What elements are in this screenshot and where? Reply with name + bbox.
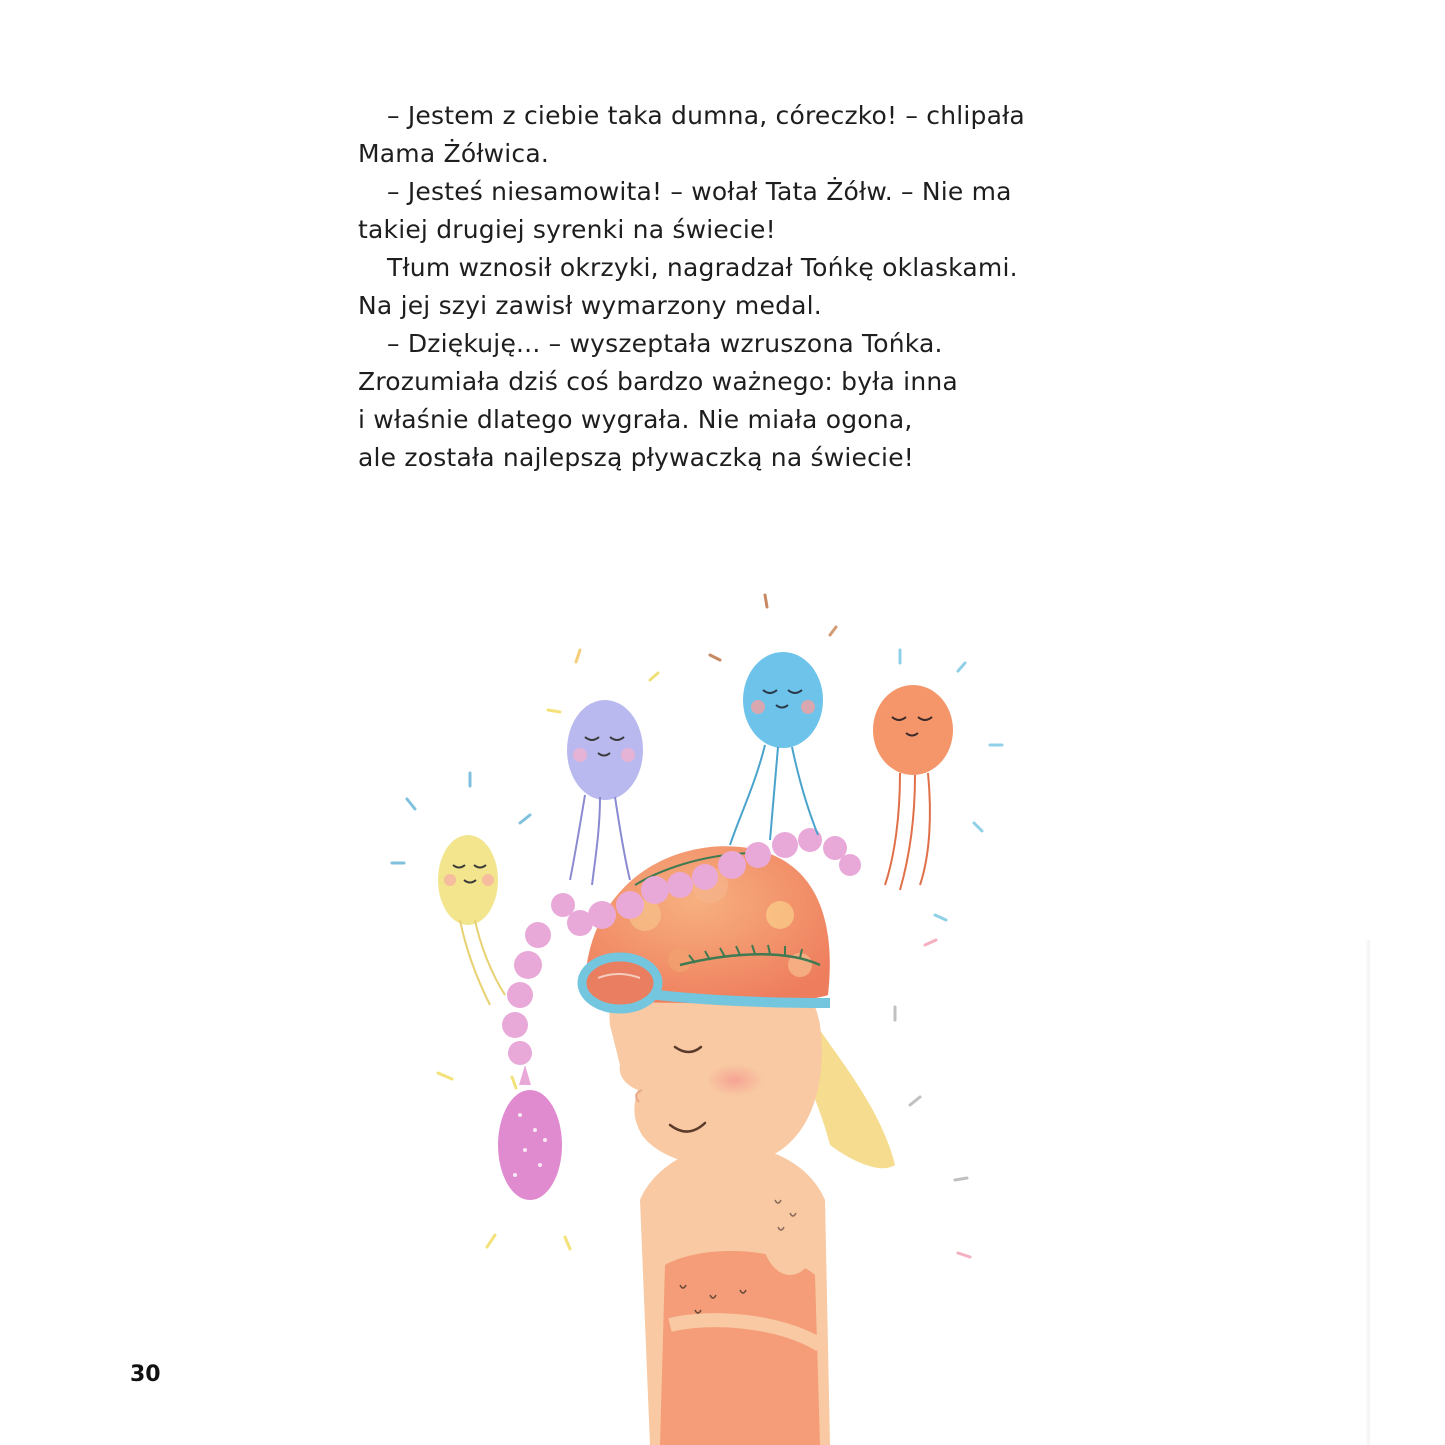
swimmer-body	[640, 1145, 830, 1445]
jellyfish-yellow	[438, 835, 505, 1005]
text-line: – Jestem z ciebie taka dumna, córeczko! – chlipała	[387, 101, 1025, 130]
swimmer-illustration	[380, 585, 1020, 1445]
jellyfish-orange	[873, 685, 953, 890]
story-text	[358, 97, 1118, 477]
text-line: Tłum wznosił okrzyki, nagradzał Tońkę oklaskami.	[387, 253, 1018, 282]
text-line: Mama Żółwica.	[358, 139, 550, 168]
text-line: takiej drugiej syrenki na świecie!	[358, 215, 776, 244]
text-line: Na jej szyi zawisł wymarzony medal.	[358, 291, 822, 320]
page-number: 30	[130, 1362, 161, 1387]
text-line: Zrozumiała dziś coś bardzo ważnego: była inna	[358, 367, 958, 396]
text-line: ale została najlepszą pływaczką na świecie!	[358, 443, 914, 472]
text-line: – Dziękuję... – wyszeptała wzruszona Tońka.	[387, 329, 943, 358]
text-line: – Jesteś niesamowita! – wołał Tata Żółw. – Nie ma	[387, 177, 1012, 206]
jellyfish-blue	[730, 652, 823, 845]
jellyfish-lavender	[567, 700, 643, 885]
page-edge-shadow	[1366, 940, 1370, 1445]
text-line: i właśnie dlatego wygrała. Nie miała ogona,	[358, 405, 913, 434]
medal-pendant	[498, 1065, 562, 1200]
